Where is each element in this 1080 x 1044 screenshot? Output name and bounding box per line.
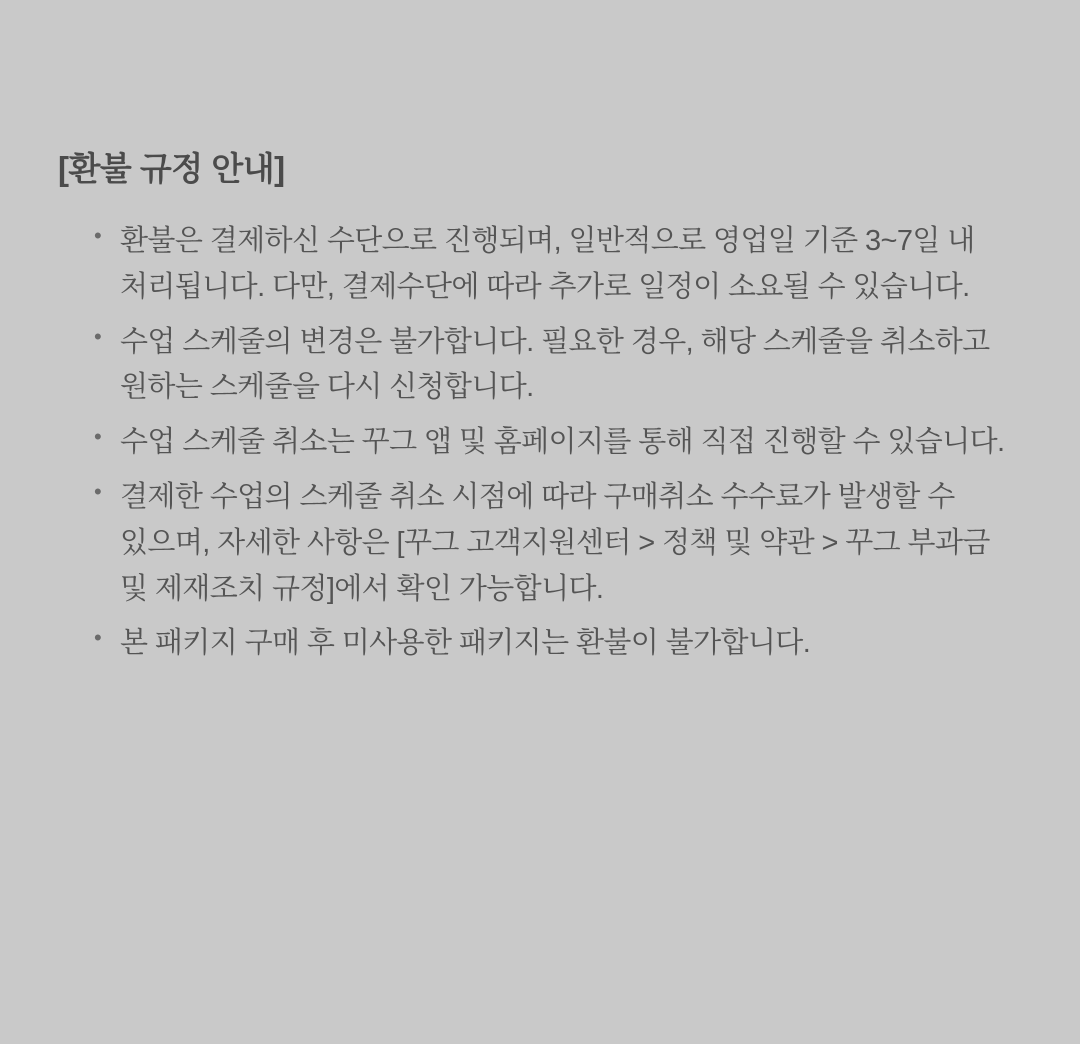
list-item xyxy=(58,621,1020,667)
refund-policy-list xyxy=(58,219,1020,667)
list-item xyxy=(58,420,1020,466)
bullet-icon: • xyxy=(94,424,102,450)
bullet-icon: • xyxy=(94,625,102,651)
list-item-text: 본 패키지 구매 후 미사용한 패키지는 환불이 불가합니다. xyxy=(120,627,811,660)
list-item xyxy=(58,320,1020,412)
list-item-text: 수업 스케줄 취소는 꾸그 앱 및 홈페이지를 통해 직접 진행할 수 있습니다. xyxy=(120,426,1005,459)
bullet-icon: • xyxy=(94,478,102,504)
bullet-icon: • xyxy=(94,222,102,248)
list-item-text: 결제한 수업의 스케줄 취소 시점에 따라 구매취소 수수료가 발생할 수 있으며, 자세한 사항은 [꾸그 고객지원센터 > 정책 및 약관 > 꾸그 부과금 및 제재조치 규정]에서 확인 가능합니다. xyxy=(120,480,990,605)
list-item-text: 수업 스케줄의 변경은 불가합니다. 필요한 경우, 해당 스케줄을 취소하고 원하는 스케줄을 다시 신청합니다. xyxy=(120,325,990,404)
list-item xyxy=(58,219,1020,311)
list-item xyxy=(58,475,1020,612)
list-item-text: 환불은 결제하신 수단으로 진행되며, 일반적으로 영업일 기준 3~7일 내 처리됩니다. 다만, 결제수단에 따라 추가로 일정이 소요될 수 있습니다. xyxy=(120,224,975,303)
page-title: [환불 규정 안내] xyxy=(58,150,285,187)
bullet-icon: • xyxy=(94,323,102,349)
